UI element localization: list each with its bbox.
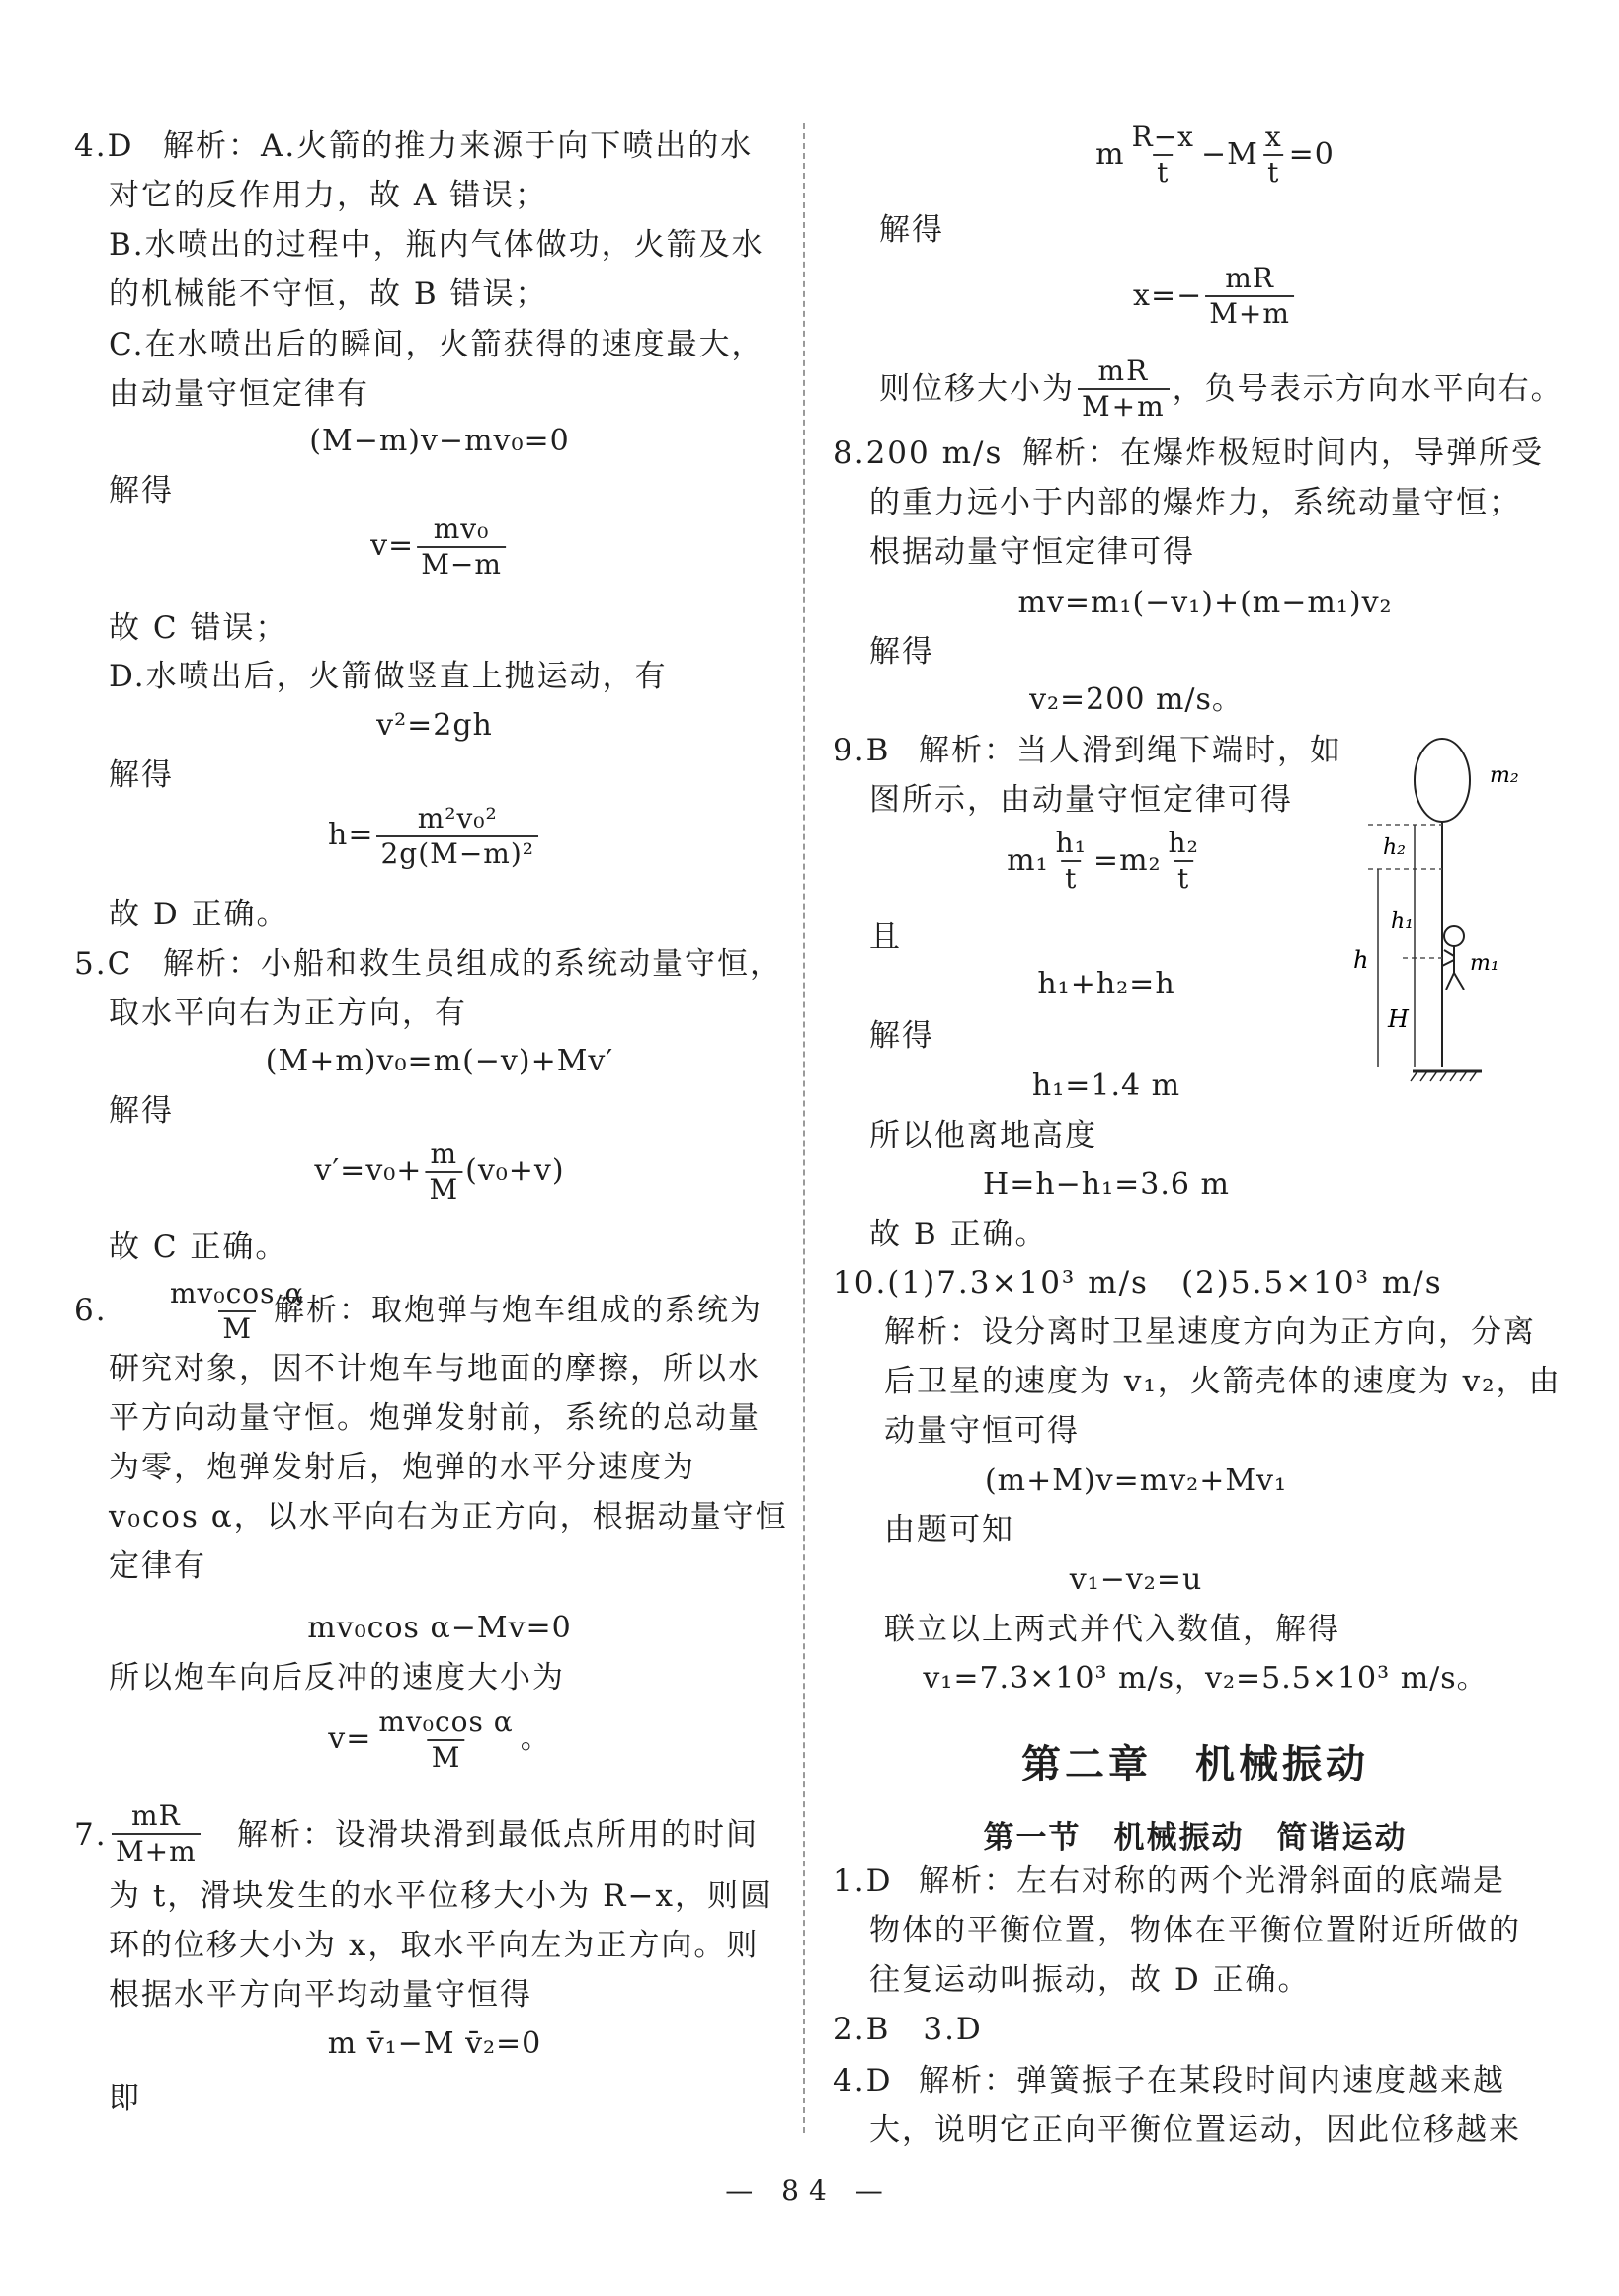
m2-label: m₂ xyxy=(1490,763,1519,788)
q4-equation2: v= $\frac{\text{mv₀}}{M-m}$ xyxy=(370,515,509,579)
q9-line1: 解析：当人滑到绳下端时，如 xyxy=(919,733,1342,768)
q10-line1: 解析：设分离时卫星速度方向为正方向，分离 xyxy=(884,1314,1536,1350)
q9-equation4: H=h−h₁=3.6 m xyxy=(983,1167,1230,1202)
q6-line4: 为零，炮弹发射后，炮弹的水平分速度为 xyxy=(109,1450,695,1485)
q10-number: 10.(1)7.3×10³ m/s (2)5.5×10³ m/s xyxy=(833,1265,1443,1301)
q8-line1: 解析：在爆炸极短时间内，导弹所受 xyxy=(1022,435,1544,471)
q7-line3: 环的位移大小为 x，取水平向左为正方向。则 xyxy=(109,1928,760,1963)
q6-line2: 研究对象，因不计炮车与地面的摩擦，所以水 xyxy=(109,1351,761,1386)
q5-line1: 解析：小船和救生员组成的系统动量守恒， xyxy=(163,946,782,982)
q5-line4: 故 C 正确。 xyxy=(109,1229,288,1265)
q10-equation1: (m+M)v=mv₂+Mv₁ xyxy=(984,1464,1288,1498)
q9-line5: 所以他离地高度 xyxy=(869,1118,1097,1153)
q4-line1: 解析：A.火箭的推力来源于向下喷出的水 xyxy=(163,128,754,164)
page-number: — 84 — xyxy=(725,2175,893,2207)
q7-conclusion: 则位移大小为 $\frac{mR}{M+m}$ ，负号表示方向水平向右。 xyxy=(879,355,1564,423)
q6-answer: $\frac{\text{mv₀cos α}}{M}$ xyxy=(170,1277,305,1345)
q10-line5: 联立以上两式并代入数值，解得 xyxy=(884,1612,1340,1647)
q4-line4: 的机械能不守恒，故 B 错误； xyxy=(109,277,548,312)
q5-number: 5.C xyxy=(74,946,133,982)
h1-label: h₁ xyxy=(1391,910,1414,934)
q9-line2: 图所示，由动量守恒定律可得 xyxy=(869,782,1293,818)
q6-number: 6. xyxy=(74,1293,108,1328)
q6-line3: 平方向动量守恒。炮弹发射前，系统的总动量 xyxy=(109,1400,761,1436)
q10-equation2: v₁−v₂=u xyxy=(1069,1562,1203,1597)
s4-line1: 解析：弹簧振子在某段时间内速度越来越 xyxy=(919,2063,1505,2098)
q4-equation4: h= $\frac{\text{m²v₀²}}{\text{2g(M−m)²}}$ xyxy=(328,805,541,868)
q8-number: 8.200 m/s xyxy=(833,435,1004,471)
H-label: H xyxy=(1388,1005,1409,1033)
q7-answer: $\frac{mR}{M+m}$ xyxy=(109,1802,203,1865)
q7-equation1: m v̄₁−M v̄₂=0 xyxy=(327,2026,542,2061)
column-divider xyxy=(803,123,805,2133)
balloon-rope-figure xyxy=(1343,731,1541,1086)
q9-equation3: h₁=1.4 m xyxy=(1031,1069,1181,1103)
section-title: 第一节 机械振动 简谐运动 xyxy=(983,1820,1408,1856)
q6-line5: v₀cos α，以水平向右为正方向，根据动量守恒 xyxy=(109,1499,788,1535)
q4-number: 4.D xyxy=(74,128,134,164)
q5-line2: 取水平向右为正方向，有 xyxy=(109,995,467,1031)
q4-line7: 解得 xyxy=(109,473,174,509)
person-body xyxy=(1442,946,1464,990)
q10-line3: 动量守恒可得 xyxy=(884,1413,1080,1449)
q9-line6: 故 B 正确。 xyxy=(869,1217,1048,1252)
q4-line10: 解得 xyxy=(109,757,174,793)
q8-line4: 解得 xyxy=(869,634,934,670)
h-label: h xyxy=(1353,946,1369,974)
q9-equation1: m₁ $\frac{\text{h₁}}{t}$ =m₂ $\frac{\text{h₂}}{t}$ xyxy=(1007,827,1199,895)
q9-number: 9.B xyxy=(833,733,891,768)
q7-solve-label: 解得 xyxy=(879,212,944,248)
q4-line2: 对它的反作用力，故 A 错误； xyxy=(109,178,548,213)
chapter-title: 第二章 机械振动 xyxy=(1021,1742,1369,1787)
h2-label: h₂ xyxy=(1383,835,1406,860)
q8-equation2: v₂=200 m/s。 xyxy=(1029,682,1243,717)
q4-line6: 由动量守恒定律有 xyxy=(109,376,369,412)
q4-line9: D.水喷出后，火箭做竖直上抛运动，有 xyxy=(109,659,668,694)
q4-line8: 故 C 错误； xyxy=(109,610,288,646)
q6-equation2: v= $\frac{\text{mv₀cos α}}{M}$ 。 xyxy=(328,1705,551,1774)
q8-line2: 的重力远小于内部的爆炸力，系统动量守恒； xyxy=(869,485,1521,520)
s1-line2: 物体的平衡位置，物体在平衡位置附近所做的 xyxy=(869,1913,1521,1948)
q8-line3: 根据动量守恒定律可得 xyxy=(869,534,1195,570)
s1-line3: 往复运动叫振动，故 D 正确。 xyxy=(869,1962,1311,1998)
q5-equation1: (M+m)v₀=m(−v)+Mv′ xyxy=(265,1044,614,1078)
q6-line7: 所以炮车向后反冲的速度大小为 xyxy=(109,1660,565,1696)
q7-line2: 为 t，滑块发生的水平位移大小为 R−x，则圆 xyxy=(109,1878,772,1914)
q10-line2: 后卫星的速度为 v₁，火箭壳体的速度为 v₂，由 xyxy=(884,1364,1562,1399)
q7-line1: 解析：设滑块滑到最低点所用的时间 xyxy=(237,1817,759,1853)
q9-line3: 且 xyxy=(869,919,902,955)
q5-line3: 解得 xyxy=(109,1093,174,1129)
q7-equation3: x=− $\frac{mR}{M+m}$ xyxy=(1133,265,1297,328)
q4-line5: C.在水喷出后的瞬间，火箭获得的速度最大， xyxy=(109,327,765,362)
q5-equation2: v′=v₀+ $\frac{m}{M}$ (v₀+v) xyxy=(314,1138,565,1206)
q7-line4: 根据水平方向平均动量守恒得 xyxy=(109,1977,532,2013)
s1-number: 1.D xyxy=(833,1863,893,1899)
person-head xyxy=(1444,926,1464,946)
m1-label: m₁ xyxy=(1470,951,1499,976)
q9-line4: 解得 xyxy=(869,1018,934,1054)
s2-answers: 2.B 3.D xyxy=(833,2012,983,2047)
s4-line2: 大，说明它正向平衡位置运动，因此位移越来 xyxy=(869,2112,1521,2148)
q4-line3: B.水喷出的过程中，瓶内气体做功，火箭及水 xyxy=(109,227,765,263)
q4-equation1: (M−m)v−mv₀=0 xyxy=(309,424,570,458)
q10-equation3: v₁=7.3×10³ m/s，v₂=5.5×10³ m/s。 xyxy=(923,1661,1488,1696)
q10-line4: 由题可知 xyxy=(884,1512,1014,1547)
q6-equation1: mv₀cos α−Mv=0 xyxy=(307,1611,572,1645)
q8-equation1: mv=m₁(−v₁)+(m−m₁)v₂ xyxy=(1017,586,1393,620)
q4-equation3: v²=2gh xyxy=(376,708,493,743)
q6-line1: 解析：取炮弹与炮车组成的系统为 xyxy=(274,1293,763,1328)
q7-line5: 即 xyxy=(109,2081,141,2116)
q9-equation2: h₁+h₂=h xyxy=(1037,967,1175,1001)
q7-equation2: m $\frac{R-x}{t}$ −M $\frac{x}{t}$ =0 xyxy=(1095,120,1335,189)
q7-number: 7. xyxy=(74,1817,108,1853)
q4-line11: 故 D 正确。 xyxy=(109,897,289,932)
balloon-shape xyxy=(1415,739,1470,822)
s1-line1: 解析：左右对称的两个光滑斜面的底端是 xyxy=(919,1863,1505,1899)
q6-line6: 定律有 xyxy=(109,1548,206,1584)
s4-number: 4.D xyxy=(833,2063,893,2098)
